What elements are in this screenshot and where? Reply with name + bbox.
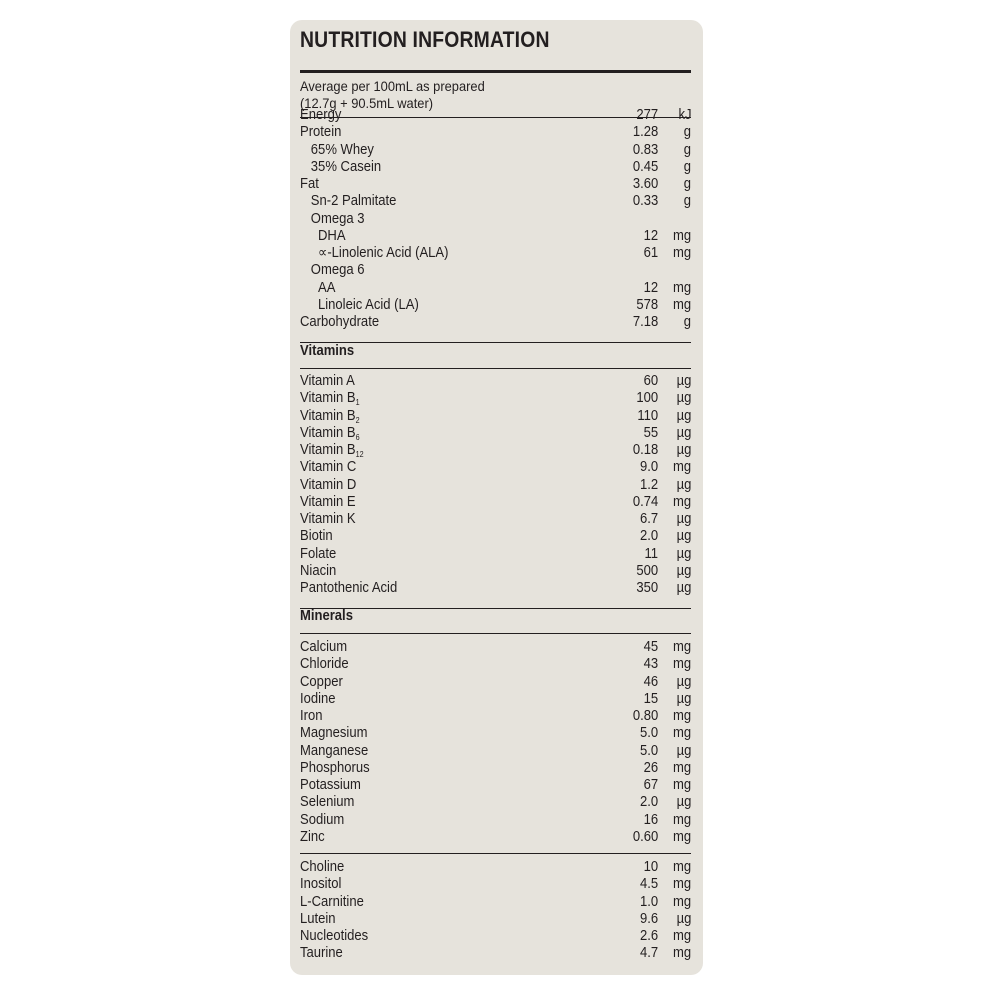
nutrient-unit: mg: [672, 876, 691, 893]
nutrient-value: 5.0: [639, 742, 658, 759]
nutrient-name-text: Vitamin B: [300, 424, 356, 441]
nutrient-name-text: Omega 3: [310, 210, 365, 227]
nutrient-unit: µg: [676, 562, 691, 579]
nutrient-name-text: Manganese: [300, 742, 369, 759]
nutrient-name: [300, 708, 323, 725]
nutrient-name-text: Vitamin B: [300, 390, 356, 407]
nutrient-row: [300, 859, 691, 876]
nutrient-row: [300, 494, 691, 511]
nutrient-value: 9.6: [639, 910, 658, 927]
nutrient-name-text: Taurine: [300, 945, 343, 962]
nutrient-name: [300, 546, 336, 563]
nutrient-row: [300, 193, 691, 210]
nutrient-row: [300, 546, 691, 563]
nutrient-row: [300, 911, 691, 928]
nutrient-unit: mg: [672, 639, 691, 655]
nutrient-name: [300, 760, 370, 777]
nutrient-row: [300, 725, 691, 742]
nutrient-name-text: Nucleotides: [300, 928, 369, 944]
nutrient-value: 60: [643, 373, 658, 389]
nutrient-value: 2.0: [639, 794, 658, 811]
divider-vitamins: [300, 608, 691, 609]
nutrient-row: [300, 228, 691, 245]
nutrient-unit: g: [683, 314, 691, 330]
nutrient-name-text: Zinc: [300, 828, 325, 845]
nutrient-name: [300, 459, 356, 476]
nutrient-unit: µg: [676, 690, 691, 707]
nutrient-unit: g: [683, 158, 691, 175]
nutrient-row: [300, 297, 691, 314]
nutrient-subscript: 6: [355, 432, 360, 442]
nutrient-row: [300, 829, 691, 846]
nutrient-name-text: 65% Whey: [310, 141, 374, 158]
nutrient-name-text: Magnesium: [300, 725, 368, 742]
nutrient-row: [300, 425, 691, 442]
nutrient-value: 277: [636, 107, 658, 123]
nutrient-name-text: Selenium: [300, 794, 355, 811]
nutrient-value: 0.45: [632, 158, 658, 175]
nutrient-name: [300, 945, 343, 962]
nutrient-name-text: Calcium: [300, 639, 348, 655]
nutrient-row: [300, 159, 691, 176]
nutrient-name: [300, 193, 396, 210]
nutrient-name-text: Inositol: [300, 876, 342, 893]
nutrient-name-text: DHA: [318, 227, 346, 244]
nutrient-name: [300, 639, 347, 656]
nutrient-value: 2.0: [639, 528, 658, 545]
nutrient-name-text: Vitamin B: [300, 407, 356, 424]
nutrient-unit: µg: [676, 742, 691, 759]
nutrient-name: [300, 280, 335, 297]
nutrient-row: [300, 373, 691, 390]
nutrient-unit: µg: [676, 545, 691, 562]
nutrient-name-text: Potassium: [300, 777, 361, 793]
nutrient-unit: mg: [672, 296, 691, 313]
nutrient-name-text: Vitamin B: [300, 442, 356, 458]
nutrient-value: 0.18: [632, 442, 658, 458]
nutrient-name: [300, 124, 341, 141]
nutrient-name: [300, 107, 341, 124]
serving-basis: Average per 100mL as prepared: [300, 78, 485, 94]
nutrient-name-text: Sodium: [300, 811, 345, 828]
nutrient-row: [300, 142, 691, 159]
nutrient-name-text: Sn-2 Palmitate: [310, 193, 397, 210]
nutrient-name-text: Iodine: [300, 690, 336, 707]
minerals-list: [300, 639, 691, 846]
nutrient-value: 1.28: [632, 124, 658, 141]
nutrient-row: [300, 280, 691, 297]
nutrient-unit: mg: [672, 459, 691, 476]
nutrient-name: [300, 142, 374, 159]
nutrient-row: [300, 656, 691, 673]
nutrient-value: 578: [636, 296, 658, 313]
nutrient-row: [300, 459, 691, 476]
nutrient-row: [300, 107, 691, 124]
vitamins-heading: Vitamins: [300, 343, 355, 359]
nutrient-row: [300, 314, 691, 331]
nutrient-name: [300, 812, 344, 829]
nutrient-name-text: Omega 6: [310, 262, 365, 279]
nutrient-unit: mg: [672, 759, 691, 776]
nutrient-value: 6.7: [639, 511, 658, 527]
nutrient-subscript: 2: [355, 415, 360, 425]
nutrient-name: [300, 408, 360, 425]
nutrient-name: [300, 297, 419, 314]
nutrient-value: 4.5: [639, 876, 658, 893]
nutrient-unit: mg: [672, 945, 691, 962]
nutrient-name-text: Vitamin D: [300, 476, 357, 493]
nutrient-name: [300, 691, 336, 708]
nutrient-value: 0.80: [632, 708, 658, 724]
nutrient-value: 0.60: [632, 828, 658, 845]
nutrient-unit: mg: [672, 811, 691, 828]
nutrient-unit: mg: [672, 493, 691, 510]
nutrient-value: 0.83: [632, 141, 658, 158]
nutrient-value: 61: [643, 245, 658, 261]
nutrient-name: [300, 494, 356, 511]
nutrient-name: [300, 725, 367, 742]
nutrient-name-text: Protein: [300, 124, 342, 141]
nutrient-value: 12: [643, 279, 658, 296]
nutrient-value: 55: [643, 424, 658, 441]
nutrient-value: 43: [643, 656, 658, 673]
nutrient-unit: µg: [676, 476, 691, 493]
nutrient-name: [300, 211, 364, 228]
nutrient-row: [300, 794, 691, 811]
nutrient-name: [300, 262, 364, 279]
nutrient-name-text: Biotin: [300, 528, 333, 545]
nutrient-row: [300, 928, 691, 945]
nutrient-name: [300, 563, 336, 580]
nutrient-name-text: ∝-Linolenic Acid (ALA): [318, 245, 449, 261]
nutrient-unit: µg: [676, 580, 691, 596]
nutrient-unit: µg: [676, 511, 691, 527]
nutrient-row: [300, 691, 691, 708]
nutrient-name-text: AA: [318, 279, 336, 296]
nutrient-name-text: Copper: [300, 673, 343, 690]
nutrient-unit: mg: [672, 656, 691, 673]
nutrient-row: [300, 777, 691, 794]
nutrient-row: [300, 528, 691, 545]
nutrient-unit: µg: [676, 424, 691, 441]
nutrient-unit: mg: [672, 725, 691, 742]
divider-minerals: [300, 853, 691, 854]
nutrient-unit: µg: [676, 794, 691, 811]
nutrient-row: [300, 511, 691, 528]
nutrient-name: [300, 477, 356, 494]
nutrient-value: 46: [643, 673, 658, 690]
other-nutrients-list: [300, 859, 691, 963]
nutrient-row: [300, 442, 691, 459]
nutrient-name: [300, 777, 361, 794]
nutrient-row: [300, 639, 691, 656]
nutrient-value: 45: [643, 639, 658, 655]
nutrient-name-text: L-Carnitine: [300, 893, 364, 910]
nutrient-value: 350: [636, 580, 658, 596]
nutrient-value: 0.74: [632, 493, 658, 510]
nutrient-name-text: Linoleic Acid (LA): [318, 296, 419, 313]
nutrient-name: [300, 528, 333, 545]
nutrient-value: 12: [643, 227, 658, 244]
nutrient-row: [300, 708, 691, 725]
nutrient-subscript: 1: [355, 398, 360, 408]
nutrient-name-text: Lutein: [300, 910, 336, 927]
nutrient-name: [300, 245, 448, 262]
divider-main: [300, 342, 691, 343]
nutrient-row: [300, 477, 691, 494]
serving-preparation: (12.7g + 90.5mL water): [300, 95, 434, 111]
nutrient-name-text: Iron: [300, 708, 323, 724]
nutrient-name-text: Pantothenic Acid: [300, 580, 398, 596]
nutrient-unit: kJ: [677, 107, 691, 123]
nutrient-row: [300, 211, 691, 228]
nutrient-value: 1.2: [639, 476, 658, 493]
nutrient-value: 100: [636, 390, 658, 407]
divider-vitamins-heading: [300, 368, 691, 369]
nutrient-name: [300, 373, 355, 390]
nutrient-value: 10: [643, 859, 658, 875]
nutrient-unit: mg: [672, 859, 691, 875]
minerals-heading: Minerals: [300, 608, 353, 624]
nutrient-name-text: Niacin: [300, 562, 337, 579]
divider-title: [300, 70, 691, 73]
nutrient-name-text: Carbohydrate: [300, 314, 380, 330]
nutrient-value: 3.60: [632, 176, 658, 192]
nutrient-name: [300, 511, 356, 528]
nutrient-row: [300, 245, 691, 262]
nutrient-name: [300, 425, 360, 442]
nutrient-name-text: Fat: [300, 176, 319, 192]
nutrient-value: 26: [643, 759, 658, 776]
nutrient-unit: mg: [672, 708, 691, 724]
nutrient-subscript: 12: [355, 450, 364, 459]
nutrient-name: [300, 580, 397, 597]
nutrient-value: 9.0: [639, 459, 658, 476]
nutrient-name: [300, 390, 360, 407]
nutrient-name: [300, 314, 379, 331]
nutrient-name: [300, 228, 346, 245]
nutrient-name: [300, 674, 343, 691]
nutrient-row: [300, 674, 691, 691]
nutrient-row: [300, 390, 691, 407]
nutrient-value: 110: [637, 407, 658, 424]
nutrient-name: [300, 876, 341, 893]
nutrient-name: [300, 829, 325, 846]
main-nutrients: [300, 107, 691, 331]
nutrient-unit: g: [683, 124, 691, 141]
nutrient-row: [300, 812, 691, 829]
nutrient-name: [300, 928, 368, 945]
nutrient-value: 15: [643, 690, 658, 707]
nutrient-name-text: Phosphorus: [300, 759, 370, 776]
nutrient-unit: mg: [672, 928, 691, 944]
nutrition-panel: [290, 20, 703, 975]
nutrient-value: 0.33: [632, 193, 658, 210]
nutrient-unit: g: [683, 176, 691, 192]
nutrient-row: [300, 760, 691, 777]
nutrient-value: 11: [644, 545, 658, 562]
nutrient-row: [300, 580, 691, 597]
nutrient-name: [300, 159, 381, 176]
nutrition-panel-inner: [300, 20, 691, 975]
nutrient-name: [300, 894, 364, 911]
nutrient-unit: mg: [672, 893, 691, 910]
nutrient-name-text: Chloride: [300, 656, 349, 673]
nutrient-row: [300, 176, 691, 193]
nutrient-row: [300, 743, 691, 760]
nutrient-name-text: Energy: [300, 107, 342, 123]
nutrient-name: [300, 743, 368, 760]
nutrient-value: 7.18: [632, 314, 658, 330]
nutrient-unit: µg: [676, 910, 691, 927]
nutrient-name-text: Vitamin A: [300, 373, 355, 389]
divider-minerals-heading: [300, 633, 691, 634]
nutrient-unit: mg: [672, 227, 691, 244]
nutrient-name: [300, 794, 354, 811]
nutrient-row: [300, 124, 691, 141]
nutrient-name: [300, 176, 319, 193]
panel-title: NUTRITION INFORMATION: [300, 27, 550, 52]
nutrient-unit: g: [683, 193, 691, 210]
nutrient-unit: mg: [672, 777, 691, 793]
nutrient-row: [300, 894, 691, 911]
nutrient-value: 5.0: [639, 725, 658, 742]
nutrient-name-text: Vitamin C: [300, 459, 357, 476]
nutrient-name-text: Folate: [300, 545, 337, 562]
nutrient-name-text: 35% Casein: [310, 158, 382, 175]
nutrient-unit: mg: [672, 828, 691, 845]
nutrient-name-text: Vitamin K: [300, 511, 356, 527]
nutrient-unit: µg: [676, 407, 691, 424]
nutrient-value: 2.6: [639, 928, 658, 944]
nutrient-name-text: Choline: [300, 859, 345, 875]
nutrient-row: [300, 563, 691, 580]
nutrient-row: [300, 262, 691, 279]
nutrient-value: 1.0: [639, 893, 658, 910]
nutrient-row: [300, 408, 691, 425]
nutrient-value: 4.7: [639, 945, 658, 962]
nutrient-unit: µg: [676, 390, 691, 407]
nutrient-name: [300, 859, 344, 876]
nutrient-value: 67: [643, 777, 658, 793]
nutrient-name: [300, 656, 349, 673]
nutrient-row: [300, 876, 691, 893]
nutrient-name: [300, 442, 364, 459]
nutrient-unit: mg: [672, 245, 691, 261]
nutrient-unit: mg: [672, 279, 691, 296]
nutrient-unit: µg: [676, 442, 691, 458]
nutrient-unit: µg: [676, 373, 691, 389]
nutrient-row: [300, 945, 691, 962]
nutrient-value: 16: [643, 811, 658, 828]
nutrient-unit: µg: [676, 673, 691, 690]
nutrient-value: 500: [636, 562, 658, 579]
nutrient-name-text: Vitamin E: [300, 493, 356, 510]
nutrient-unit: g: [683, 141, 691, 158]
vitamins-list: [300, 373, 691, 597]
nutrient-name: [300, 911, 336, 928]
nutrient-unit: µg: [676, 528, 691, 545]
